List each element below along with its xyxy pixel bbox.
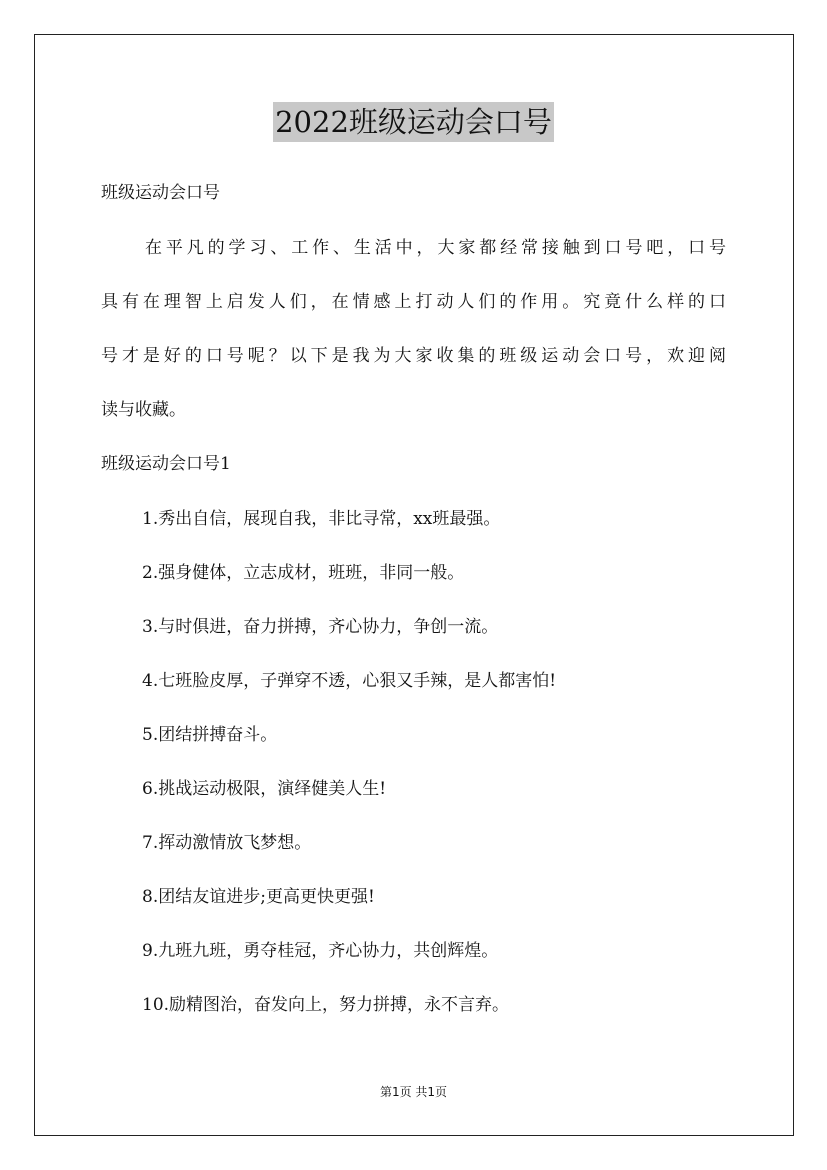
- document-title: 2022班级运动会口号: [273, 102, 554, 142]
- slogan-item-4: 4.七班脸皮厚，子弹穿不透，心狠又手辣，是人都害怕!: [142, 671, 557, 691]
- intro-line-3: 号才是好的口号呢？以下是我为大家收集的班级运动会口号，欢迎阅: [101, 346, 726, 366]
- slogan-item-3: 3.与时俱进，奋力拼搏，齐心协力，争创一流。: [142, 617, 499, 637]
- slogan-item-5: 5.团结拼搏奋斗。: [142, 725, 278, 745]
- intro-line-1: 在平凡的学习、工作、生活中，大家都经常接触到口号吧，口号: [145, 238, 726, 258]
- section-heading: 班级运动会口号1: [101, 454, 231, 474]
- slogan-item-8: 8.团结友谊进步;更高更快更强!: [142, 887, 375, 907]
- slogan-item-1: 1.秀出自信，展现自我，非比寻常，xx班最强。: [142, 509, 501, 529]
- intro-line-4: 读与收藏。: [101, 400, 186, 420]
- subtitle: 班级运动会口号: [101, 183, 220, 203]
- slogan-item-9: 9.九班九班，勇夺桂冠，齐心协力，共创辉煌。: [142, 941, 499, 961]
- slogan-item-7: 7.挥动激情放飞梦想。: [142, 833, 312, 853]
- intro-line-2: 具有在理智上启发人们，在情感上打动人们的作用。究竟什么样的口: [101, 292, 726, 312]
- slogan-item-2: 2.强身健体，立志成材，班班，非同一般。: [142, 563, 465, 583]
- slogan-item-6: 6.挑战运动极限，演绎健美人生!: [142, 779, 387, 799]
- page-footer: 第1页 共1页: [379, 1085, 448, 1099]
- title-container: [0, 102, 827, 142]
- slogan-item-10: 10.励精图治，奋发向上，努力拼搏，永不言弃。: [142, 995, 510, 1015]
